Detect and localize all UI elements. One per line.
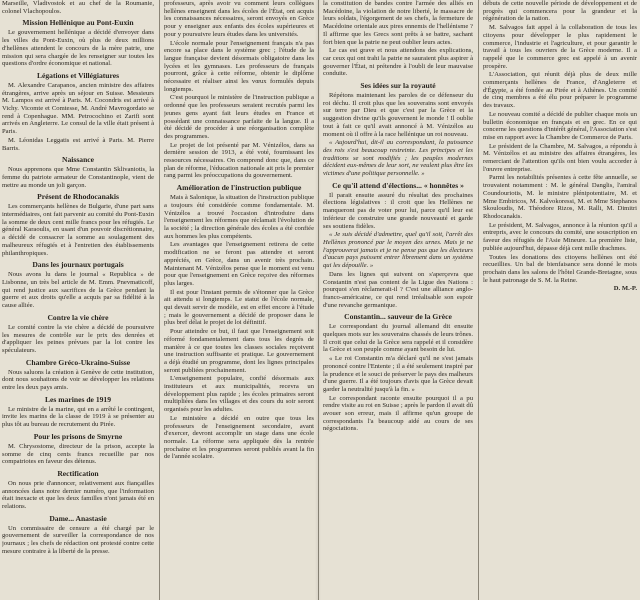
col3-p7: Dans les lignes qui suivent on s'aperçevra que Constantin n'est pas content de la Ligue des Nations : pourquoi s'en réclamerait-il ? C'est une alliance anglo-franco-américaine, ce qui rend irréalisable son espoir d'une revanche germanique.: [323, 270, 473, 309]
col4-p5: Le président de la Chambre, M. Salvagos, a répondu à M. Vénizélos et au ministre des affaires étrangères, les remerciant de l'attention qu'ils ont bien voulu accorder à l'œuvre entreprise.: [483, 142, 637, 173]
col3-p5: Il parait ensuite assuré du résultat des prochaines élections législatives : il croit que les Hellènes ne manqueront pas de voter pour lui, parce qu'il leur est inférieur de construire une grande nouveauté et garde ses soutiens fidèles.: [323, 191, 473, 230]
col3-p4: « Aujourd'hui, dit-il au correspondant, la puissance des rois s'est beaucoup restreinte. Les principes et les traditions se sont modifiés ; les peuples modernes décident eux-mêmes de leur sort, ne veulent plus être les victimes d'une politique personnelle. »: [323, 139, 473, 178]
heading-royaute: Ses idées sur la royauté: [360, 81, 436, 91]
col1-vie-chere-text: Le comité contre la vie chère a décidé de poursuivre les mesures de contrôle sur le prix des denrées et d'appliquer les peines prévues par la loi contre les spéculateurs.: [2, 323, 154, 354]
col4-p8: Toutes les donations des citoyens hellènes ont été recueillies. Un bal de bienfaisance sera donné le mois prochain dans les salons de l'hôtel Grande-Bretagne, sous le haut patronage de S. M. la Reine.: [483, 253, 637, 284]
page-fold: [315, 0, 321, 600]
column-4: [483, 0, 637, 600]
col1-rectification-text: On nous prie d'annoncer, relativement aux fiançailles annoncées dans notre dernier numéro, que l'information était inexacte et que les deux familles n'ont jamais été en relations.: [2, 479, 154, 511]
heading-present: Présent de Rhodocanakis: [37, 192, 119, 202]
col2-p5: Mais à Salonique, la situation de l'instruction publique a toujours été considérée comme fondamentale. M. Vénizélos a trouvé l'occasion d'introduire dans l'enseignement les réformes que réclamait l'évolution de la société ; la direction générale des écoles a été confiée aux hommes les plus compétents.: [164, 194, 314, 240]
col4-p4: Le nouveau comité a décidé de publier chaque mois un bulletin économique en français et en grec. En ce qui concerne les questions d'intérêt général, l'Association s'est mise en rapport avec la Chambre de Commerce de Paris.: [483, 110, 637, 141]
col2-p8: Pour atteindre ce but, il faut que l'enseignement soit réformé fondamentalement dans tous les degrés de manière à ce que toutes les classes sociales reçoivent une instruction suffisante et pratique. Le gouvernement a déjà étudié un programme, dont les lignes principales seront publiées prochainement.: [164, 328, 314, 374]
col4-p3: L'Association, qui réunit déjà plus de deux mille commerçants hellènes de France, d'Angleterre et d'Égypte, a été fondée au Pirée et à Athènes. Un comité de cinq membres a été élu pour préparer le programme des travaux.: [483, 71, 637, 110]
col1-smyrne-text: M. Chrysostome, directeur de la prison, accepte la somme de cinq cents francs recueillie par nos compatriotes en faveur des détenus.: [2, 442, 154, 466]
heading-legations: Légations et Villégiatures: [36, 70, 120, 80]
heading-naissance: Naissance: [61, 155, 95, 165]
col2-p2: L'école normale pour l'enseignement français n'a pas encore sa place dans le système grec ; l'étude de la langue française devient désormais obligatoire dans les lycées et les gymnases. Les professeurs de français pourront, grâce à cette réforme, obtenir le diplôme nécessaire et réaliser ainsi les vœux formulés depuis longtemps.: [164, 39, 314, 93]
heading-elections: Ce qu'il attend d'élections... « honnêtes »: [332, 180, 464, 190]
heading-chambre: Chambre Gréco-Ukraino-Suisse: [25, 357, 131, 367]
heading-vie-chere: Contre la vie chère: [47, 312, 109, 322]
col1-marines-text: Le ministre de la marine, qui en a arrêté le contingent, invite les marins de la classe de 1919 à se présenter au plus tôt au bureau de recrutement du Pirée.: [2, 405, 154, 429]
col1-portugais-text: Nous avons lu dans le journal « Republica » de Lisbonne, un très bel article de M. Emm. Pnevmaticoff, qui rend justice aux sacrifices de la Grèce pendant la guerre et aux droits qu'elle a acquis par sa fidélité à la cause alliée.: [2, 271, 154, 310]
col3-p3: Répétons maintenant les paroles de ce défenseur du roi déchu. Il croit plus que les souverains sont envoyés sur terre par Dieu et que c'est par la Grèce et la suggestion divine qu'ils gouvernent le monde ! Il oublie tout à fait ce qu'il avait annoncé à M. Vénizélos au moment où il offre à la race hellénique un roi nouveau.: [323, 92, 473, 138]
col2-p1: professeurs, après avoir vu comment leurs collègues hellènes enseignent dans les écoles de l'État, ont acquis les connaissances nécessaires, seront envoyés en Grèce pour y enseigner aux enfants des écoles supérieures et pour y poursuivre leurs études dans les universités.: [164, 0, 314, 38]
col1-present-text: Les commerçants hellènes de Bulgarie, d'une part sans intermédiaires, ont fait parvenir au comité du Pont-Euxin la somme de deux cent mille francs pour les réfugiés. Le général Karaoulis, en usant d'un pouvoir discrétionnaire, a décidé de consacrer la somme au soulagement des malheureux réfugiés et à l'entretien des établissements philanthropiques.: [2, 203, 154, 257]
col3-p2: Le cas est grave et nous attendons des explications, car ceux qui ont trahi la patrie ne sauraient plus aspirer à gouverner l'État, ni prétendre à l'oubli de leur mauvaise conduite.: [323, 47, 473, 78]
col3-p6: « Je suis décidé d'admettre, quel qu'il soit, l'arrêt des Hellènes prononcé par le moyen des urnes. Mais je ne l'approuverai jamais et je ne pense pas que les électeurs d'aucun pays puissent entrer librement dans un système qui les dépouille. »: [323, 231, 473, 270]
heading-rectification: Rectification: [57, 468, 99, 478]
col1-chambre-text: Nous saluons la création à Genève de cette institution, dont nous souhaitons de voir se développer les relations entre les deux pays amis.: [2, 368, 154, 392]
col1-dame-text: Un commissaire de censure a été chargé par le gouvernement de surveiller la correspondance de nos journaux ; les chefs de rédaction ont protesté contre cette mesure contraire à la liberté de la presse.: [2, 524, 154, 555]
heading-smyrne: Pour les prisons de Smyrne: [33, 431, 123, 441]
col3-p9: « Le roi Constantin m'a déclaré qu'il ne s'est jamais prononcé contre l'Entente ; il a été seulement inspiré par la prudence et le souci de préserver le pays des malheurs d'une guerre. Il a été toujours d'avis que la Grèce devait garder la neutralité jusqu'à la fin. »: [323, 355, 473, 393]
col3-p10: Le correspondant raconte ensuite pourquoi il a pu rendre visite au roi en Suisse ; après le pardon il avait dû avouer son erreur, mais il affirme qu'un groupe de correspondants l'a beaucoup aidé au cours de ses négociations.: [323, 394, 473, 433]
col1-leggos-text: M. Léonidas Leggatis est arrivé à Paris. M. Pierre Barris.: [2, 136, 154, 152]
col2-p6: Les avantages que l'enseignement retirera de cette modification ne se feront pas attendre et seront appréciés, en Grèce, dans un avenir très prochain. Maintenant M. Vénizélos pense que le moment est venu pour que l'enseignement en Grèce reçoive des réformes plus larges.: [164, 241, 314, 287]
col2-p7: Il est pour l'instant permis de s'étonner que la Grèce ait attendu si longtemps. Le statut de l'école normale, qui devait servir de modèle, est en effet encore à l'étude ; mais le gouvernement a décidé de proposer dans le plus bref délai le projet de loi définitif.: [164, 288, 314, 327]
signature: D. M.-P.: [613, 285, 637, 293]
column-rule-1: [159, 0, 160, 600]
heading-dame-anastasie: Dame... Anastasie: [49, 513, 107, 523]
heading-sauveur: Constantin... sauveur de la Grèce: [344, 312, 452, 322]
col1-mission-text: Le gouvernement hellénique a décidé d'envoyer dans les villes du Pont-Euxin, où plus de deux millions d'hellènes attendent le concours de la mère patrie, une mission qui sera chargée de les renseigner sur toutes les questions d'ordre économique et national.: [2, 29, 154, 68]
heading-portugais: Dans les journaux portugais: [32, 260, 124, 270]
col4-p6: Parmi les notabilités présentes à cette fête annuelle, se trouvaient notamment : M. le général Danglis, l'amiral Coundouriotis, M. le ministre plénipotentiaire, M. et Mme Embiricos, M. Kalvokoressi, M. et Mme Stephanos Skouloudis, M. Théodore Rizos, M. Ralli, M. Dimitri Rhodocanakis.: [483, 174, 637, 220]
col2-p4: Le projet de loi présenté par M. Vénizélos, dans sa dernière session de 1913, a été voté, fournissant les ressources nécessaires. On comprend donc que, dans ce plan de réforme, l'éducation nationale ait pris le premier rang parmi les préoccupations du gouvernement.: [164, 141, 314, 180]
col4-p2: M. Salvagos fait appel à la collaboration de tous les citoyens pour développer le plus rapidement le commerce, l'industrie et l'agriculture, et pour garantir le travail à tous les ouvriers de la Grèce moderne. Il a rappelé que le commerce grec est appelé à un avenir prospère.: [483, 24, 637, 70]
column-3: [323, 0, 473, 600]
column-2: [164, 0, 314, 600]
heading-amelioration: Amélioration de l'instruction publique: [176, 183, 302, 193]
col2-p3: C'est pourquoi le ministère de l'instruction publique a ordonné que les professeurs seraient recrutés parmi les jeunes gens ayant fait leurs études en France et possédant une connaissance parfaite de la langue. Il a été décidé de procéder à une réorganisation complète des programmes.: [164, 94, 314, 140]
col2-p9: L'enseignement populaire, confié désormais aux instituteurs et aux municipalités, recevra un développement plus rapide ; les écoles primaires seront multipliées dans les villages et des cours du soir seront organisés pour les adultes.: [164, 375, 314, 414]
col4-p1: débuts de cette nouvelle période de développement et de progrès qui commencera pour la grandeur et la régénération de la nation.: [483, 0, 637, 23]
col3-p1: la constitution de bandes contre l'armée des alliés en Macédoine, la violation de notre liberté, le massacre de leurs soldats, l'égorgement de ses chefs, la fermeture de Macédoine orientale aux pires ennemis de l'hellénisme ? Il affirme que les Grecs sont prêts à se battre, sachant fort bien que la patrie ne peut oublier leurs actes.: [323, 0, 473, 46]
col1-naissance-text: Nous apprenons que Mme Constantin Sklivaniotis, la femme du patriote armateur de Constantinople, vient de mettre au monde un joli garçon.: [2, 166, 154, 189]
column-1: [2, 0, 154, 600]
heading-marines: Les marines de 1919: [44, 394, 112, 404]
heading-mission: Mission Hellénique au Pont-Euxin: [22, 18, 134, 28]
col3-p8: Le correspondant du journal allemand dit ensuite quelques mots sur les souverains chassés de leurs trônes. Il croit que celui de la Grèce sera rappelé et il considère la Grèce et son peuple comme ayant besoin de lui.: [323, 323, 473, 354]
col4-p7: Le président, M. Salvagos, annonce à la réunion qu'il a entrepris, avec le concours du comité, une souscription en faveur des réfugiés de l'Asie Mineure. La première liste, publiée aujourd'hui, dépasse déjà cent mille drachmes.: [483, 221, 637, 252]
col2-p10: Le ministère a décidé en outre que tous les professeurs de l'enseignement secondaire, avant d'exercer, devront accomplir un stage dans une école normale. La réforme sera appliquée dès la rentrée prochaine et les programmes seront publiés avant la fin de l'année scolaire.: [164, 414, 314, 461]
col1-intro: Marseille, Vladivostok et au chef de la Roumanie, colonel Vlachopoulos.: [2, 0, 154, 15]
col1-legations-text: M. Alexandre Carapanos, ancien ministre des affaires étrangères, arrive après un séjour en Suisse. Messieurs M. Lampos est arrivé à Paris. M. Cocondris est arrivé à Vichy. Vicomte et Comtesse, M. André Mavrogordato se rend à Copenhague. MM. Petrocochino et Zarifi sont arrivés en Angleterre. Le consul de la ville était présent à Paris.: [2, 81, 154, 136]
column-rule-3: [478, 0, 479, 600]
